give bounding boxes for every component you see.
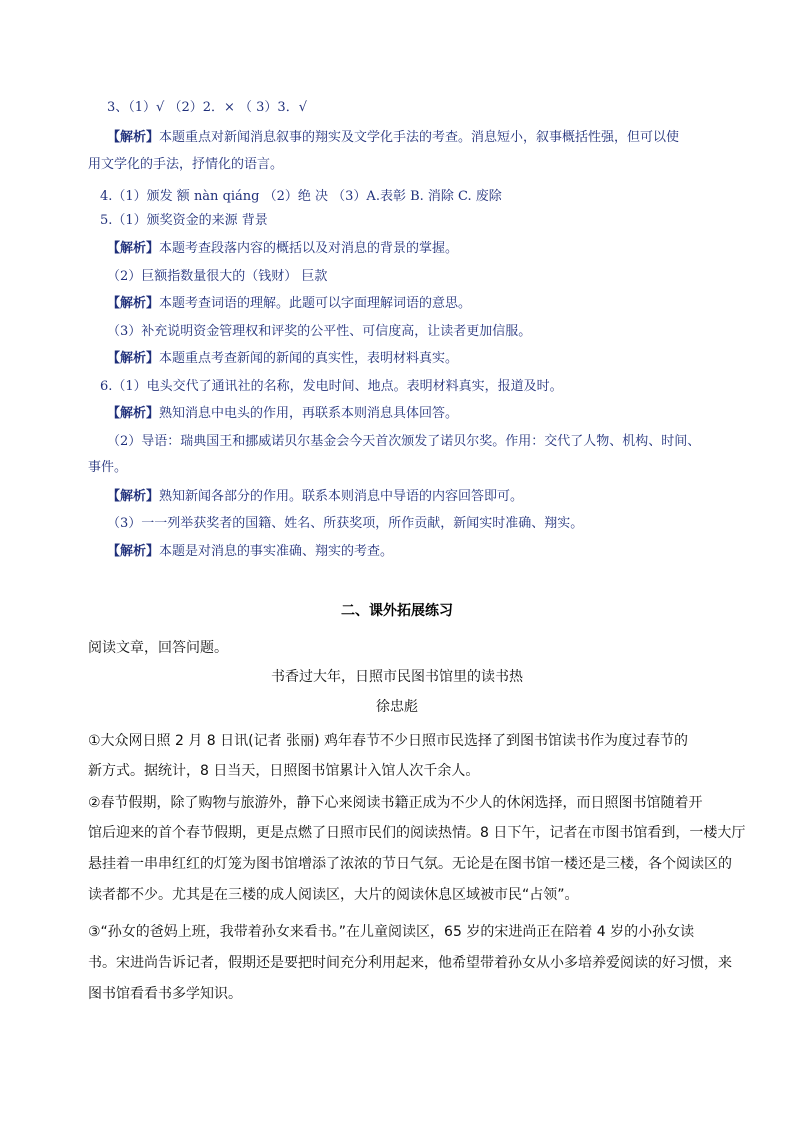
analysis-label: 【解析】: [107, 241, 160, 256]
answer-text: （3）补充说明资金管理权和评奖的公平性、可信度高，让读者更加信服。: [107, 324, 532, 339]
answer-text: （2）导语：瑞典国王和挪威诺贝尔基金会今天首次颁发了诺贝尔奖。作用：交代了人物、机构、时间、: [107, 434, 701, 449]
paragraph-line: 读者都不少。尤其是在三楼的成人阅读区，大片的阅读休息区域被市民“占领”。: [88, 887, 579, 903]
paragraph-line: ②春节假期，除了购物与旅游外，静下心来阅读书籍正成为不少人的休闲选择，而日照图书馆随着开: [88, 795, 703, 811]
analysis-text: 本题是对消息的事实准确、翔实的考查。: [159, 544, 394, 559]
analysis-label: 【解析】: [107, 130, 160, 145]
analysis-line: [0, 402, 794, 421]
paragraph-line: 图书馆看看书多学知识。: [88, 986, 242, 1002]
analysis-text: 本题重点对新闻消息叙事的翔实及文学化手法的考查。消息短小，叙事概括性强，但可以使: [159, 130, 680, 145]
answer-line-4: [0, 185, 794, 204]
answer-text: 3、（1）√ （2）2．× （ 3）3．√: [107, 100, 307, 115]
analysis-line-cont: [0, 153, 794, 172]
answer-text: （3）一一列举获奖者的国籍、姓名、所获奖项，所作贡献，新闻实时准确、翔实。: [107, 516, 584, 531]
analysis-text: 用文学化的手法，抒情化的语言。: [88, 157, 284, 172]
answer-line: [0, 512, 794, 531]
answer-line: [0, 265, 794, 284]
analysis-text: 熟知新闻各部分的作用。联系本则消息中导语的内容回答即可。: [159, 489, 524, 504]
answer-line: [0, 430, 794, 449]
analysis-line: [0, 292, 794, 311]
analysis-line: [0, 237, 794, 256]
answer-text: （2）巨额指数量很大的（钱财） 巨款: [107, 269, 328, 284]
answer-line-6: [0, 375, 794, 394]
answer-line: [0, 320, 794, 339]
article-author: 徐忠彪: [376, 699, 418, 715]
paragraph-line: 馆后迎来的首个春节假期，更是点燃了日照市民们的阅读热情。8 日下午，记者在市图书馆看到，一楼大厅: [88, 825, 746, 841]
analysis-text: 本题重点考查新闻的新闻的真实性，表明材料真实。: [159, 351, 459, 366]
answer-text: 4.（1）颁发 额 nàn qiáng （2）绝 决 （3）A.表彰 B. 消除 C. 废除: [100, 189, 502, 204]
paragraph-line: 书。宋进尚告诉记者，假期还是要把时间充分利用起来，他希望带着孙女从小多培养爱阅读的好习惯，来: [88, 955, 732, 971]
analysis-text: 熟知消息中电头的作用，再联系本则消息具体回答。: [159, 406, 459, 421]
analysis-label: 【解析】: [107, 296, 160, 311]
instruction-text: 阅读文章，回答问题。: [88, 640, 228, 656]
analysis-label: 【解析】: [107, 351, 160, 366]
analysis-text: 本题考查词语的理解。此题可以字面理解词语的意思。: [159, 296, 472, 311]
analysis-label: 【解析】: [107, 406, 160, 421]
paragraph-line: 新方式。据统计，8 日当天，日照图书馆累计入馆人次千余人。: [88, 763, 480, 779]
answer-text: 6.（1）电头交代了通讯社的名称，发电时间、地点。表明材料真实，报道及时。: [100, 379, 563, 394]
analysis-line: [0, 126, 794, 145]
analysis-label: 【解析】: [107, 489, 160, 504]
paragraph-line: ③“孙女的爸妈上班，我带着孙女来看书。”在儿童阅读区，65 岁的宋进尚正在陪着 4 岁的小孙女读: [88, 924, 695, 940]
analysis-line: [0, 540, 794, 559]
answer-text: 5.（1）颁奖资金的来源 背景: [100, 213, 268, 228]
analysis-label: 【解析】: [107, 544, 160, 559]
analysis-line: [0, 485, 794, 504]
answer-text: 事件。: [88, 460, 128, 475]
answer-line-3: [0, 96, 794, 115]
section-title: 二、课外拓展练习: [341, 603, 453, 619]
paragraph-line: 悬挂着一串串红红的灯笼为图书馆增添了浓浓的节日气氛。无论是在图书馆一楼还是三楼，各个阅读区的: [88, 856, 732, 872]
answer-line-cont: [0, 456, 794, 475]
answer-line-5: [0, 209, 794, 228]
analysis-text: 本题考查段落内容的概括以及对消息的背景的掌握。: [159, 241, 459, 256]
paragraph-line: ①大众网日照 2 月 8 日讯(记者 张丽) 鸡年春节不少日照市民选择了到图书馆读书作为度过春节的: [88, 733, 688, 749]
article-title: 书香过大年，日照市民图书馆里的读书热: [271, 669, 523, 685]
analysis-line: [0, 347, 794, 366]
